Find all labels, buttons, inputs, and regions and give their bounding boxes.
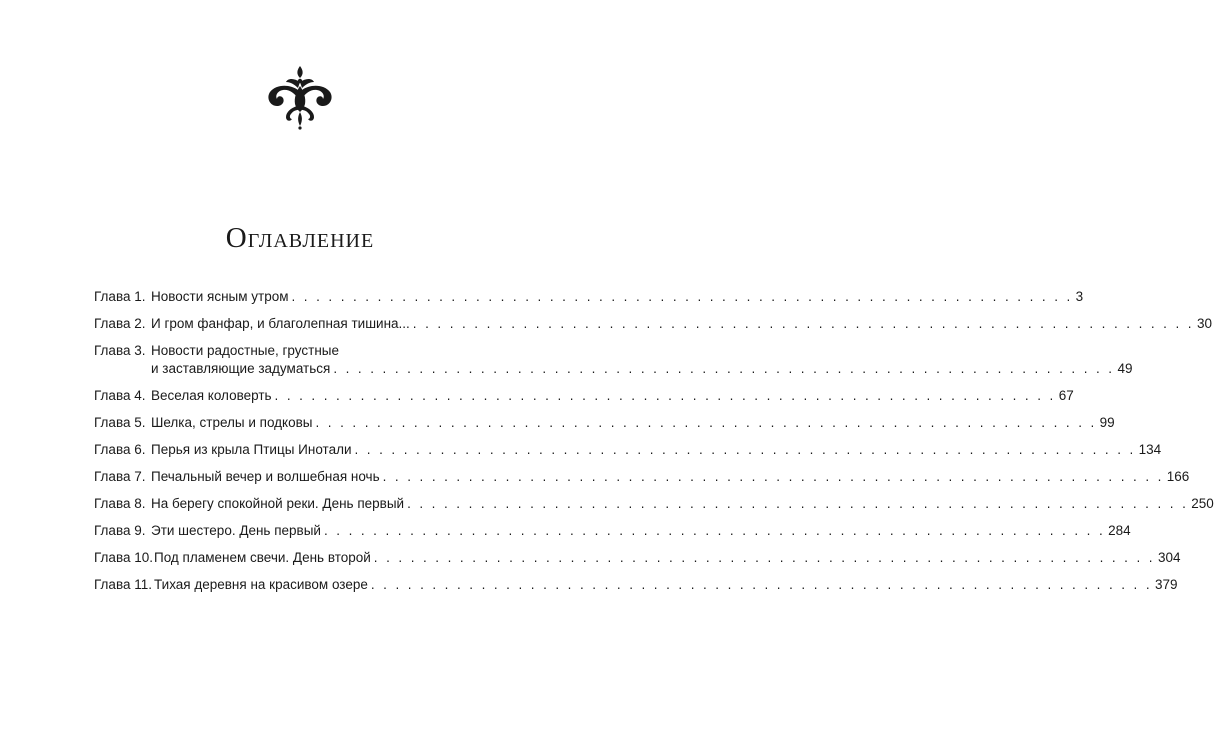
chapter-number: Глава 7. [94,469,146,484]
table-of-contents [94,288,1214,603]
page-number: 379 [1155,577,1178,592]
chapter-number: Глава 4. [94,388,146,403]
toc-entry-8[interactable] [94,495,1214,513]
dot-leader [333,360,1114,378]
chapter-title: Эти шестеро. День первый [151,523,321,538]
dot-leader [383,468,1164,486]
fleuron-ornament-icon [264,64,336,130]
dot-leader [371,576,1152,594]
chapter-number: Глава 10. [94,550,153,565]
page-number: 99 [1099,415,1115,430]
chapter-title-line-2: и заставляющие задуматься [151,361,331,376]
toc-entry-7[interactable] [94,468,1190,486]
chapter-number: Глава 2. [94,316,146,331]
chapter-title: Веселая коловерть [151,388,272,403]
chapter-title: Шелка, стрелы и подковы [151,415,313,430]
dot-leader [407,495,1188,513]
chapter-number: Глава 8. [94,496,146,511]
chapter-number: Глава 1. [94,289,146,304]
dot-leader [355,441,1136,459]
chapter-title: На берегу спокойной реки. День первый [151,496,405,511]
chapter-title: Тихая деревня на красивом озере [154,577,368,592]
dot-leader [374,549,1155,567]
chapter-title: Новости ясным утром [151,289,289,304]
dot-leader [275,387,1056,405]
dot-leader [413,315,1194,333]
toc-entry-11[interactable] [94,576,1178,594]
chapter-number: Глава 9. [94,523,146,538]
page-number: 284 [1108,523,1131,538]
toc-entry-9[interactable] [94,522,1131,540]
chapter-number: Глава 11. [94,577,152,592]
toc-entry-6[interactable] [94,441,1162,459]
page-number: 3 [1075,289,1084,304]
toc-entry-10[interactable] [94,549,1181,567]
page-number: 166 [1166,469,1190,484]
dot-leader [324,522,1105,540]
chapter-number: Глава 6. [94,442,146,457]
chapter-title-line-1: Новости радостные, грустные [151,343,339,358]
toc-entry-4[interactable] [94,387,1074,405]
page-number: 250 [1191,496,1214,511]
toc-entry-5[interactable] [94,414,1115,432]
chapter-title: Перья из крыла Птицы Инотали [151,442,352,457]
chapter-number: Глава 3. [94,343,146,358]
chapter-title: Под пламенем свечи. День второй [154,550,371,565]
page-number: 304 [1157,550,1181,565]
toc-entry-3[interactable] [94,342,1133,378]
toc-entry-2[interactable] [94,315,1212,333]
toc-title: Оглавление [225,222,375,254]
chapter-title: Печальный вечер и волшебная ночь [151,469,380,484]
chapter-number: Глава 5. [94,415,146,430]
dot-leader [316,414,1097,432]
page-number: 49 [1117,361,1133,376]
dot-leader [292,288,1073,306]
page-number: 30 [1196,316,1212,331]
chapter-title: И гром фанфар, и благолепная тишина... [151,316,410,331]
toc-entry-1[interactable] [94,288,1084,306]
page-number: 134 [1138,442,1162,457]
page-number: 67 [1058,388,1074,403]
